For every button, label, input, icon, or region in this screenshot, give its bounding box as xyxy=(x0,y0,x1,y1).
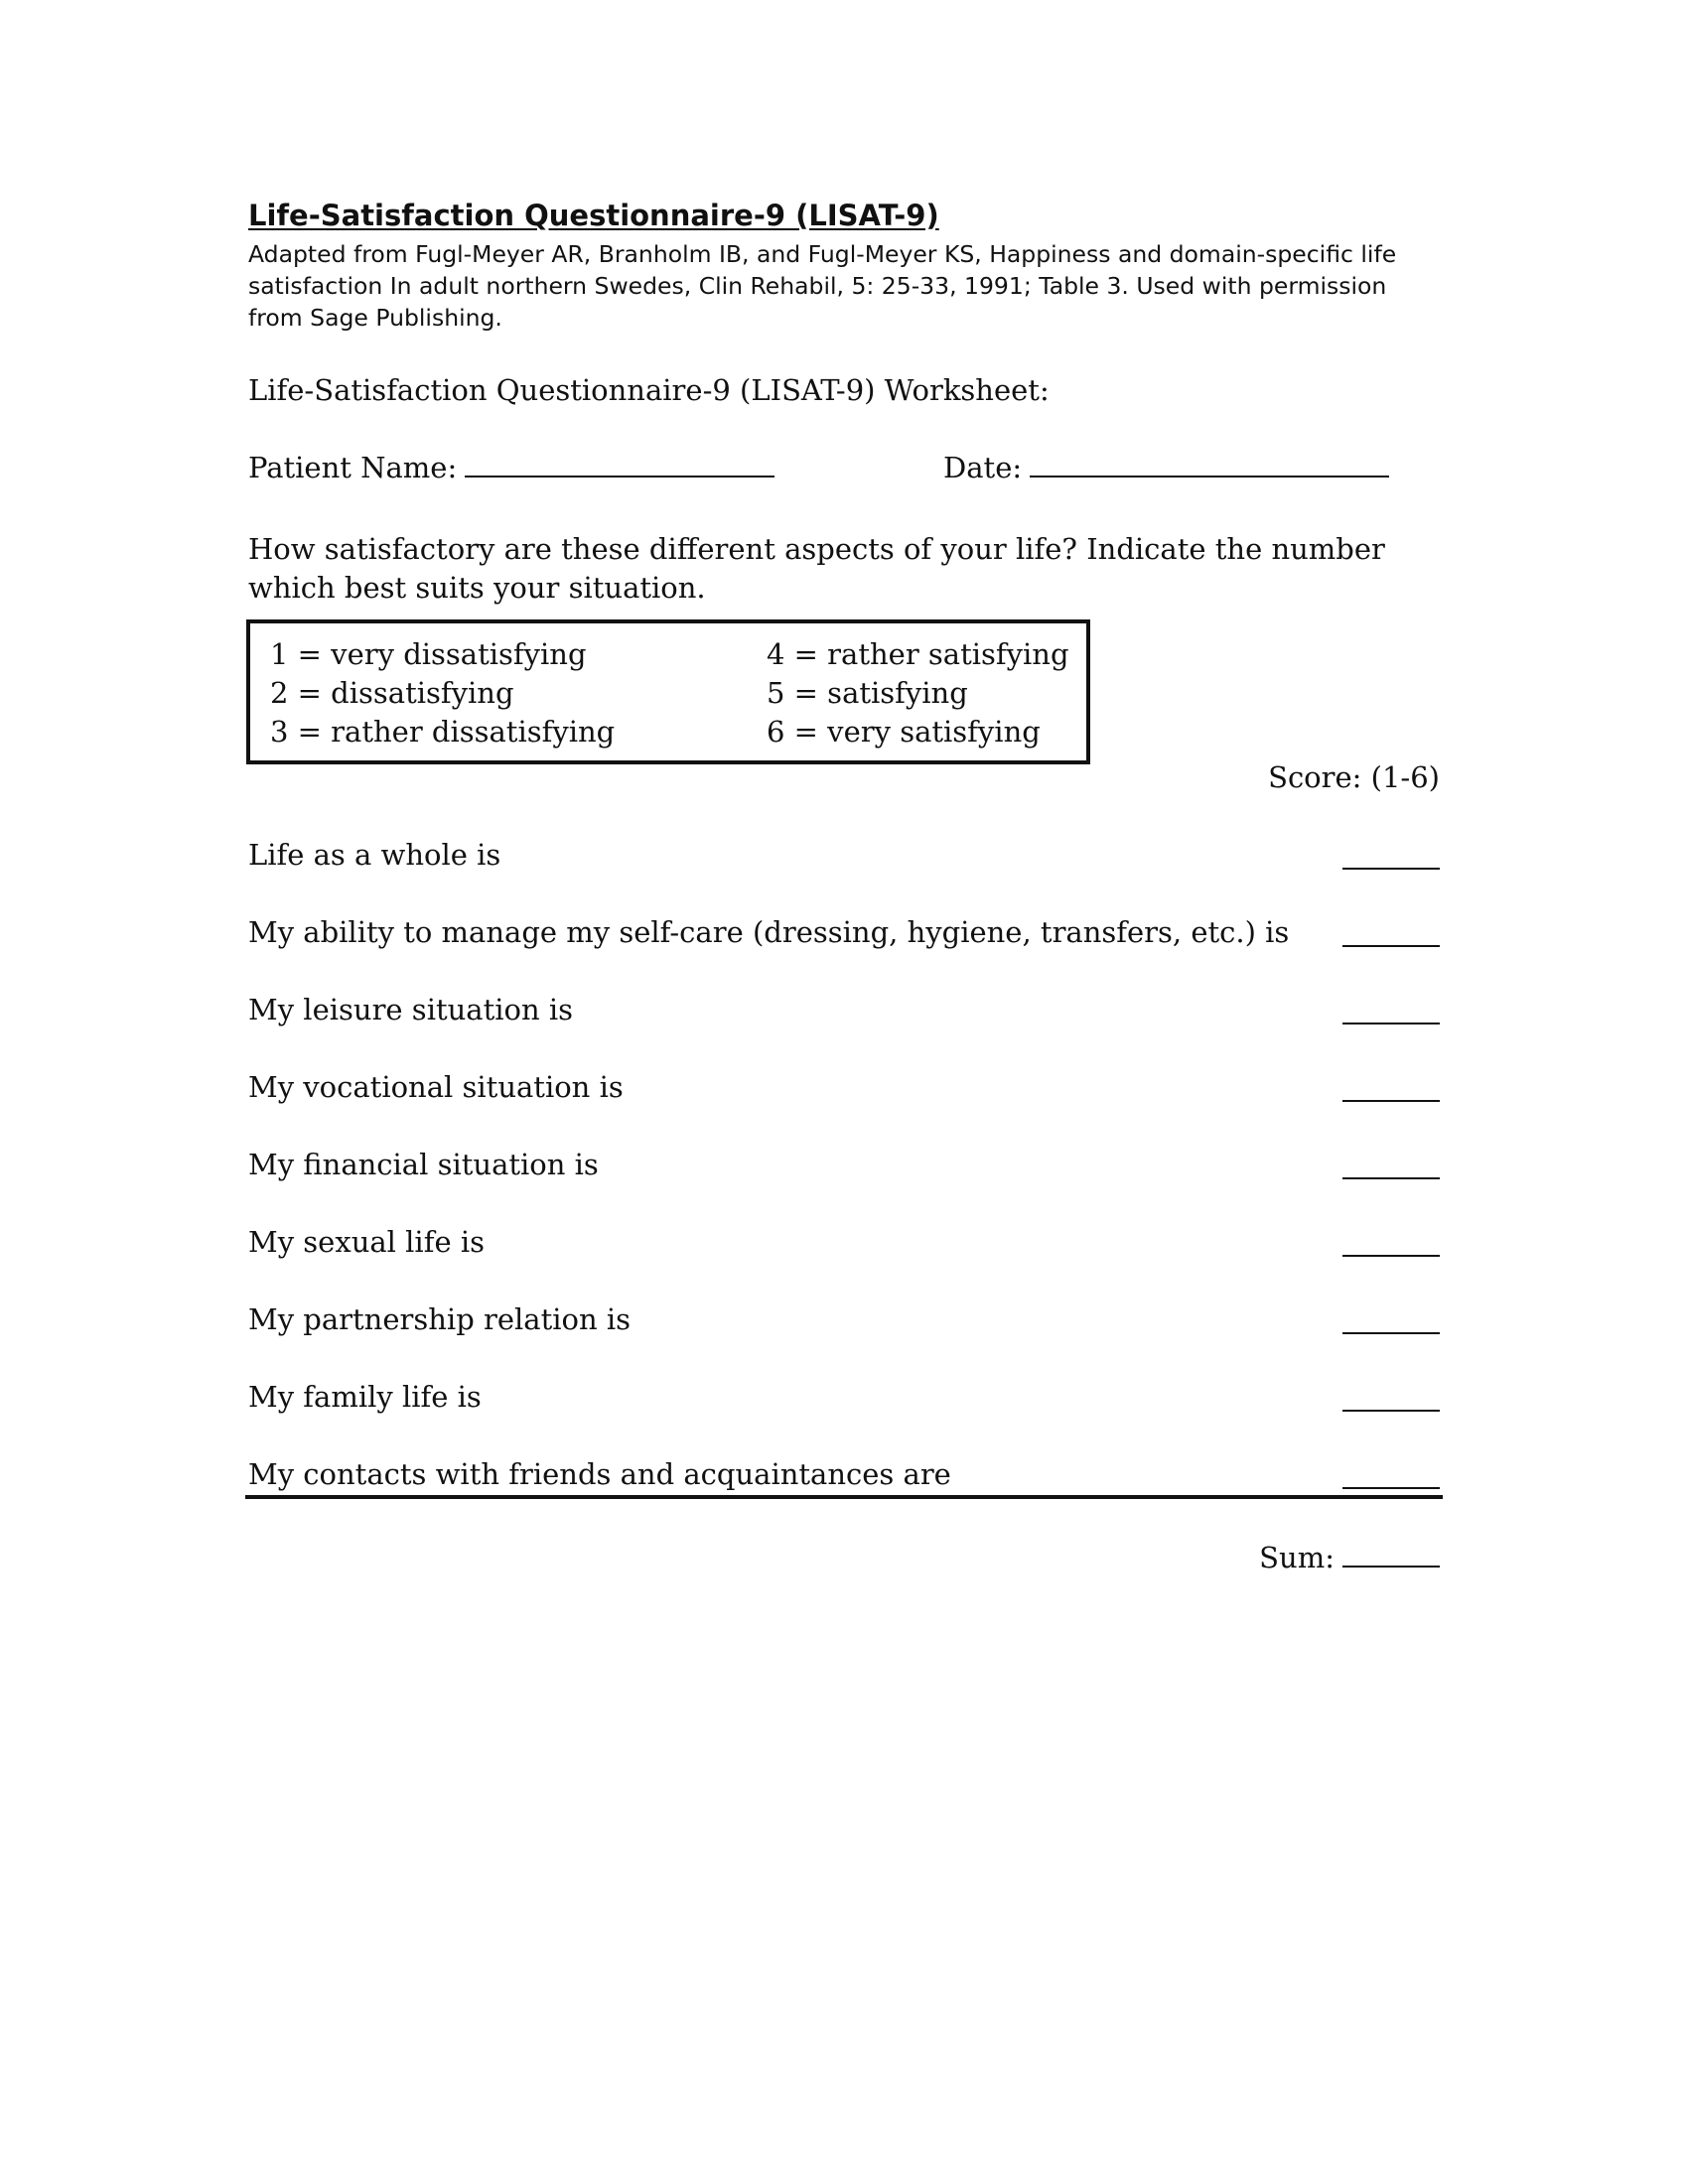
question-label: My leisure situation is xyxy=(248,993,574,1026)
question-row xyxy=(248,1148,1440,1225)
patient-name-blank[interactable] xyxy=(465,452,774,478)
question-label: My financial situation is xyxy=(248,1148,599,1181)
scale-option: 6 = very satisfying xyxy=(767,715,1041,749)
question-label: My contacts with friends and acquaintances are xyxy=(248,1457,951,1491)
question-label: My vocational situation is xyxy=(248,1070,624,1104)
score-blank[interactable] xyxy=(1342,1410,1440,1412)
date-blank[interactable] xyxy=(1030,452,1389,478)
question-row xyxy=(248,1225,1440,1302)
score-blank[interactable] xyxy=(1342,1023,1440,1024)
question-label: My sexual life is xyxy=(248,1225,485,1259)
question-label: My partnership relation is xyxy=(248,1302,632,1336)
score-blank[interactable] xyxy=(1342,945,1440,947)
items-divider xyxy=(245,1495,1443,1499)
patient-name-label: Patient Name: xyxy=(248,451,458,484)
question-row xyxy=(248,915,1440,993)
sum-field xyxy=(1259,1541,1440,1574)
question-label: My family life is xyxy=(248,1380,482,1414)
instruction-text: How satisfactory are these different aspects of your life? Indicate the number which best suits your situation. xyxy=(248,532,1385,605)
patient-name-field xyxy=(248,451,774,484)
question-label: My ability to manage my self-care (dressing, hygiene, transfers, etc.) is xyxy=(248,915,1290,949)
question-row xyxy=(248,838,1440,915)
scale-option: 4 = rather satisfying xyxy=(767,637,1069,671)
rating-scale-box xyxy=(246,619,1090,764)
score-column-header: Score: (1-6) xyxy=(1268,760,1440,794)
score-blank[interactable] xyxy=(1342,1487,1440,1489)
date-field xyxy=(943,451,1389,484)
scale-option: 3 = rather dissatisfying xyxy=(270,715,616,749)
score-blank[interactable] xyxy=(1342,1255,1440,1257)
worksheet-heading: Life-Satisfaction Questionnaire-9 (LISAT-9) Worksheet: xyxy=(248,373,1050,407)
scale-option: 1 = very dissatisfying xyxy=(270,637,587,671)
score-blank[interactable] xyxy=(1342,868,1440,870)
question-row xyxy=(248,1380,1440,1457)
question-label: Life as a whole is xyxy=(248,838,501,872)
sum-blank[interactable] xyxy=(1342,1542,1440,1568)
scale-option: 2 = dissatisfying xyxy=(270,676,514,710)
scale-column-low xyxy=(270,635,615,751)
scale-option: 5 = satisfying xyxy=(767,676,968,710)
score-blank[interactable] xyxy=(1342,1177,1440,1179)
questionnaire-items xyxy=(248,838,1440,1535)
question-row xyxy=(248,1302,1440,1380)
citation-text: Adapted from Fugl-Meyer AR, Branholm IB, and Fugl-Meyer KS, Happiness and domain-specific life satisfaction In adult northern Swedes, Clin Rehabil, 5: 25-33, 1991; Table 3. Used with permission from Sage Publishing. xyxy=(248,240,1397,332)
question-row xyxy=(248,1070,1440,1148)
question-row xyxy=(248,993,1440,1070)
score-blank[interactable] xyxy=(1342,1100,1440,1102)
date-label: Date: xyxy=(943,451,1023,484)
scale-column-high xyxy=(767,635,1069,751)
document-title: Life-Satisfaction Questionnaire-9 (LISAT-9) xyxy=(248,199,939,232)
sum-label: Sum: xyxy=(1259,1541,1335,1574)
score-blank[interactable] xyxy=(1342,1332,1440,1334)
